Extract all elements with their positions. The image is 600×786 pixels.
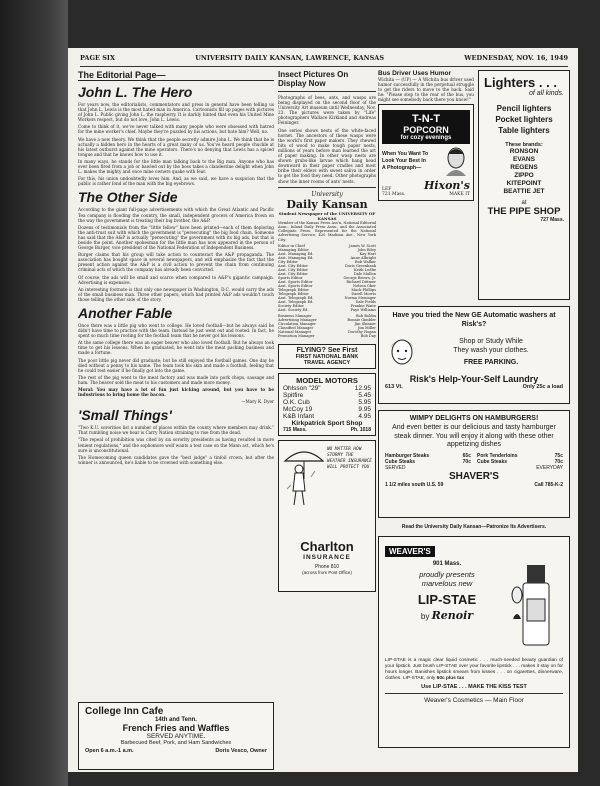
masthead-info: Member of the Kansas Press Ass'n, National Editorial Assn., Inland Daily Press Assn., and the Associated Collegiate Press. Represented for the National Advertising Service, 420 Madison Ave., New York City. bbox=[278, 220, 376, 242]
free-parking: FREE PARKING. bbox=[463, 359, 519, 366]
staff-row-label: Asst. Managing Ed. bbox=[278, 252, 314, 257]
menu-row-label: Pork Tenderloins bbox=[477, 452, 518, 459]
motor-row bbox=[283, 406, 371, 413]
staff-row-label: Circulation Manager bbox=[278, 322, 316, 327]
menu-row-label: Hamburger Steaks bbox=[385, 452, 430, 459]
paragraph: The rest of the pig went to the meat factory and was made into pork chops, sausage and ham. The beaver sold the meat to his customers and made more money. bbox=[78, 374, 274, 385]
staff-row-label: Advertising Manager bbox=[278, 318, 317, 323]
paper-name: UNIVERSITY DAILY KANSAN, LAWRENCE, KANSAS bbox=[195, 54, 385, 62]
photo-line-1: When You Want To bbox=[382, 150, 429, 157]
portrait-icon bbox=[442, 146, 470, 176]
staff-row-value: Faye Williams bbox=[350, 308, 376, 313]
paragraph: "The repeal of prohibition was cited by six sorority presidents as having resulted in more lenient regulations," and the sophomore wolf wants a test case on the Mann act, which he's sure is unconstitutional. bbox=[78, 437, 274, 453]
ad-items: Barbecued Beef, Pork, and Ham Sandwiches bbox=[120, 740, 232, 746]
motor-row-value: 5.95 bbox=[358, 399, 371, 407]
staff-row-value: Doris Greenbank bbox=[345, 264, 376, 269]
brand-name: REGENS bbox=[510, 164, 538, 171]
staff-row-label: Managing Editor bbox=[278, 248, 309, 253]
ad-sub: of all kinds. bbox=[528, 90, 564, 97]
staff-row-label: Telegraph Editor bbox=[278, 292, 309, 297]
ad-body: LIP-STAE is a magic clear liquid cosmetic . . . much-needed beauty guardian of your lipstick. Just brush LIP-STAE over your favorite lipstick . . . makes it stay on for hours longer. Banishes lipstick smears from kisses . . . on cigarettes, dinnerware, clothes. LIP-STAE, only 60c plus tax bbox=[385, 658, 563, 681]
brand-name: KITEPOINT bbox=[506, 180, 542, 187]
menu-row-label: Cube Steaks bbox=[385, 458, 416, 465]
menu-row-value: 70c bbox=[554, 458, 563, 465]
model-motors-ad bbox=[278, 373, 376, 436]
ad-question: Have you tried the New GE Automatic washers at Risk's? bbox=[392, 312, 556, 328]
popcorn-item: POPCORN bbox=[403, 125, 449, 136]
ad-phone: Call 785-K-2 bbox=[534, 481, 563, 488]
shop-name: THE PIPE SHOP bbox=[487, 206, 561, 217]
staff-row-label: Sports Editor bbox=[278, 276, 303, 281]
editorial-title-2: The Other Side bbox=[78, 189, 178, 206]
charlton-insurance-ad bbox=[278, 440, 376, 592]
paragraph: According to the giant full-page advertisements with which the Great Atlantic and Pacific Tea company is flooding the country, the small, independent grocers of America frown on the way the government is treating their big brother, the A&P. bbox=[78, 207, 274, 223]
staff-row-value: Kay Hart bbox=[359, 252, 376, 257]
ad-price: Only 25c a load bbox=[522, 384, 563, 390]
motor-row-value: 9.95 bbox=[358, 406, 371, 414]
ad-line-2: marvelous new bbox=[421, 579, 473, 588]
staff-row-value: Bonnie Gimbler bbox=[347, 318, 376, 323]
staff-row-label: Asst. Sports Editor bbox=[278, 284, 313, 289]
staff-row-value: Darell Morris bbox=[351, 292, 376, 297]
staff-row-label: Asst. City Editor bbox=[278, 268, 308, 273]
shop-address: 727 Mass. bbox=[540, 217, 564, 223]
ad-address: 901 Mass. bbox=[432, 561, 462, 567]
staff-row-value: Frankie Waite bbox=[350, 304, 376, 309]
newspaper-page bbox=[68, 48, 578, 772]
news-column-2 bbox=[278, 70, 376, 772]
motor-row-label: O.K. Cub bbox=[283, 399, 310, 407]
paragraph: Burger claims that his group will take action to counteract the A&P propaganda. The association has bought space in several newspapers, and will emphasize the fact that the present action against the A&P is a civil action to prevent the chain from continuing criminal acts of which the company has already been convicted. bbox=[78, 252, 274, 273]
staff-row-label: Business Manager bbox=[278, 314, 312, 319]
menu-right bbox=[477, 453, 563, 465]
staff-row-label: Society Editor bbox=[278, 304, 304, 309]
paragraph: Of course, the ads will be small and scarce when compared to A&P's gigantic campaign. Advertising is expensive. bbox=[78, 274, 274, 285]
staff-row-value: Dale Fields bbox=[355, 300, 376, 305]
weaver-logo: WEAVER'S bbox=[385, 546, 435, 557]
staff-row-value: Jim Skinner bbox=[354, 322, 376, 327]
motor-row-value: 5.45 bbox=[358, 392, 371, 400]
staff-row-label: Asst. City Editor bbox=[278, 272, 308, 277]
photo-line-3: A Photograph— bbox=[382, 164, 422, 171]
maker-logo: Renoir bbox=[431, 609, 474, 622]
staff-row-value: Bob Day bbox=[360, 334, 376, 339]
staff-row-label: Asst. Managing Ed. bbox=[278, 256, 314, 261]
masthead-sub: Student Newspaper of the UNIVERSITY OF KANSAS bbox=[278, 210, 376, 221]
motor-row-value: 4.95 bbox=[358, 413, 371, 421]
editorial-title-4: 'Small Things' bbox=[78, 407, 172, 424]
shop-phone: Ph. 1018 bbox=[350, 427, 371, 434]
lighter-types bbox=[484, 103, 564, 136]
ad-tagline: Use LIP-STAE . . . MAKE THE KISS TEST bbox=[421, 684, 527, 690]
staff-row-label: Asst. Sports Editor bbox=[278, 280, 313, 285]
motor-row-label: Ohlsson "29" bbox=[283, 385, 321, 393]
woman-face-icon bbox=[385, 332, 419, 372]
staff-row-value: Mack Phillips bbox=[351, 288, 376, 293]
ad-address: 14th and Tenn. bbox=[155, 717, 197, 723]
motor-row bbox=[283, 399, 371, 406]
issue-date: WEDNESDAY, NOV. 16, 1949 bbox=[464, 54, 568, 62]
ad-address: 613 Vt. bbox=[385, 384, 403, 390]
weavers-ad bbox=[378, 536, 570, 748]
staff-row-value: Anne Albright bbox=[350, 256, 376, 261]
shavers-ad bbox=[378, 410, 570, 518]
ad-sub: INSURANCE bbox=[303, 554, 351, 562]
paragraph: The Homecoming queen candidates gave the "best judge" a tinfoil crown, but after the winner is announced, he's liable to be crowned with something else. bbox=[78, 454, 274, 465]
brand-name: ZIPPO bbox=[514, 172, 534, 179]
ad-title: Lighters . . . bbox=[484, 75, 557, 90]
staff-row-label: City Editor bbox=[278, 260, 298, 265]
paragraph: Dozens of testimonials from the "little fellow" have been printed—each of them deploring the anti-trust suit with which the government is "persecuting" the big food chain. Someone has said that the A&P is actually "persecuting" the government with its big ads, but that is beside the point. Another spokesman for the little man has now appeared in the person of George Burger, vice president of the National Federation of Independent Business. bbox=[78, 224, 274, 251]
paragraph: For this, his union undoubtedly loves him. And, as we said, we have a suspicion that the public is rather fond of the man with the big eyebrows. bbox=[78, 176, 274, 187]
pipe-shop-column bbox=[478, 70, 570, 300]
ad-line-1: proudly presents bbox=[419, 570, 475, 579]
lighter-type: Pocket lighters bbox=[495, 115, 553, 124]
staff-row-label: Asst. Telegraph Ed. bbox=[278, 300, 314, 305]
ad-line-2: They wash your clothes. bbox=[453, 347, 529, 354]
ad-address: 721 Mass. bbox=[382, 192, 406, 198]
flying-bank: FIRST NATIONAL BANK bbox=[295, 354, 359, 361]
paragraph: At the same college there was an eager beaver who also loved football. But he always took time to get his lessons. When he graduated, he went into the meat packing business and made a fortune. bbox=[78, 340, 274, 356]
motor-row bbox=[283, 385, 371, 392]
ad-lef: LEF bbox=[382, 187, 392, 193]
staff-row-label: Promotion Manager bbox=[278, 334, 315, 339]
pipe-shop-ad bbox=[478, 70, 570, 300]
read-kansan-banner: Read the University Daily Kansan—Patronize Its Advertisers. bbox=[401, 524, 547, 530]
ad-make: MAKE IT bbox=[449, 192, 470, 198]
scan-background bbox=[0, 0, 68, 786]
staff-row-value: Bob Walker bbox=[355, 260, 376, 265]
staff-row-value: Bob Boldin bbox=[356, 314, 376, 319]
ad-phone: Phone 810 bbox=[314, 564, 340, 571]
motor-row-label: K&B Infant bbox=[283, 413, 315, 421]
staff-row bbox=[278, 334, 376, 338]
popcorn-photo-ad bbox=[378, 104, 474, 201]
bus-headline: Bus Driver Uses Humor bbox=[378, 70, 451, 77]
staff-row-label: Asst. City Editor bbox=[278, 264, 308, 269]
flying-question: FLYING? See First bbox=[296, 347, 358, 355]
staff-row-value: John Riley bbox=[357, 248, 376, 253]
flying-ad bbox=[278, 344, 376, 369]
menu-everyday: EVERYDAY bbox=[536, 464, 563, 471]
college-inn-ad bbox=[78, 702, 274, 770]
staff-row-value: Norma Moninger bbox=[344, 296, 376, 301]
page-header bbox=[80, 54, 568, 67]
paragraph: For years now, the editorialists, commentators and press in general have been telling us that John L. Lewis is the most hated man in America. Cartoonists fill up pages with pictures of John L. Public giving John L. the raspberry. It is darkly hinted that even his United Mine Workers respect, but do not love, John L. Lewis. bbox=[78, 102, 274, 123]
paragraph: Wichita — (UP) — A Wichita bus driver used humor successfully in the perpetual struggle to get the riders to move to the back. Said he: "Please step to the rear of the bus, you might see somebody back there you know!" bbox=[378, 77, 474, 103]
moral: Moral: You may have a lot of fun just kicking around, but you have to be industrious to bring home the bacon. bbox=[78, 387, 274, 398]
menu-left bbox=[385, 453, 471, 465]
paragraph: In many ways, he stands for the little man talking back to the Big man. Anyone who has ever been fired from a job or bawled out by the boss takes a clandestine delight when John L. makes the mighty and once mine owners quake with fear. bbox=[78, 158, 274, 175]
editorial-title-3: Another Fable bbox=[78, 305, 173, 321]
brand-name: RONSON bbox=[509, 148, 539, 155]
ad-hours: Open 6 a.m.-1 a.m. bbox=[85, 748, 134, 754]
staff-row-label: Editor in Chief bbox=[278, 244, 305, 249]
menu-row-value: 75c bbox=[554, 452, 563, 459]
product-name: LIP-STAE bbox=[417, 592, 477, 607]
business-staff-list bbox=[278, 314, 376, 338]
staff-row-label: National Manager bbox=[278, 330, 312, 335]
editorial-title-1: John L. The Hero bbox=[78, 84, 193, 100]
flying-agency: TRAVEL AGENCY bbox=[303, 360, 351, 367]
masthead-title: Daily Kansan bbox=[286, 197, 368, 211]
brand-name: BEATTIE JET bbox=[503, 188, 545, 195]
editorial-heading: The Editorial Page— bbox=[78, 70, 274, 81]
speech-bubble: NO MATTER HOW STORMY THE WEATHER INSURANCE WILL PROTECT YOU bbox=[327, 447, 372, 471]
ad-title: WIMPY DELIGHTS ON HAMBURGERS! bbox=[409, 415, 539, 422]
ad-title: Charlton bbox=[300, 539, 354, 555]
staff-row-value: George Brown, Jr. bbox=[343, 276, 376, 281]
ad-address: 1 1/2 miles south U.S. 59 bbox=[385, 481, 444, 488]
staff-row-label: Classified Manager bbox=[278, 326, 314, 331]
motor-row bbox=[283, 392, 371, 399]
staff-row-value: Jim Miller bbox=[357, 326, 376, 331]
staff-row-value: Richard Dittmer bbox=[346, 280, 376, 285]
staff-row-label: Asst. Telegraph Ed. bbox=[278, 296, 314, 301]
hixon-logo: Hixon's bbox=[423, 179, 470, 193]
insect-headline: Insect Pictures On Display Now bbox=[278, 70, 349, 88]
motor-row-label: Spitfire bbox=[283, 392, 304, 400]
ad-footer: Weaver's Cosmetics — Main Floor bbox=[424, 697, 524, 704]
lighter-type: Table lighters bbox=[498, 126, 550, 135]
ad-title: College Inn Cafe bbox=[85, 706, 164, 717]
shop-address: 715 Mass. bbox=[283, 427, 307, 434]
ad-by: by bbox=[420, 612, 430, 621]
menu-row-label: Cube Steaks bbox=[477, 458, 508, 465]
masthead-university: University bbox=[311, 190, 343, 198]
staff-row-value: Nelson Ober bbox=[353, 284, 376, 289]
umbrella-girl-icon bbox=[281, 445, 327, 515]
paragraph: One series shows nests of the white-faced hornet. The ancestors of these wasps were the world's first paper makers. They chewed bits of wood to make tough paper nests, millions of years before man learned the art of paper making. In other wasp nests are shown grubs-like larvae which hang head downward in their paper cradles and most bribe their elders with sweet saliva in order to get the food they need. Other photographs show the inner rooms of ants' nests. bbox=[278, 127, 376, 184]
ad-headline: French Fries and Waffles bbox=[122, 723, 230, 733]
ad-body: And even better is our delicious and tasty hamburger steak dinner. You will enjoy it along with these other appetizing dishes bbox=[392, 424, 556, 448]
brand-name: EVANS bbox=[513, 156, 535, 163]
ad-line-1: Shop or Study While bbox=[459, 338, 523, 345]
staff-row-value: Keith Ledlie bbox=[353, 268, 376, 273]
laundry-ad bbox=[378, 306, 570, 404]
paragraph: "Two K.U. sororities list a number of places within the county where members may drink." That rumbling noise we hear is Carry Nation straining to rise from the dead. bbox=[78, 425, 274, 436]
editorial-column bbox=[78, 70, 274, 754]
shaver-name: SHAVER'S bbox=[449, 470, 499, 482]
motor-row-label: McCoy 19 bbox=[283, 406, 313, 414]
motor-row-value: 12.95 bbox=[354, 385, 371, 393]
menu-row-value: 70c bbox=[462, 458, 471, 465]
paragraph: An interesting footnote is that only one newspaper in Washington, D.C. would carry the ads of the small business man. Three other papers, which had printed A&P ads wouldn't touch those telling the other side of the story. bbox=[78, 286, 274, 302]
photo-line-2: Look Your Best In bbox=[382, 157, 426, 164]
popcorn-banner bbox=[382, 110, 470, 144]
brands-label: These brands: bbox=[505, 142, 543, 148]
lipstick-bottle-icon bbox=[509, 559, 563, 655]
laundry-name: Risk's Help-Your-Self Laundry bbox=[409, 374, 539, 384]
staff-row-value: James W. Scott bbox=[349, 244, 376, 249]
popcorn-brand: T-N-T bbox=[411, 113, 441, 126]
popcorn-tag: for cozy evenings bbox=[400, 135, 452, 142]
ad-at: at bbox=[521, 200, 527, 206]
staff-row-value: Dorothy Hogan bbox=[348, 330, 376, 335]
paragraph: Once there was a little pig who went to college. He loved football—but he always said he didn't have time to practice with the team. Instead he just went out and rooted. In fact, he spent so much time rooting for the football team that he never got his lessons. bbox=[78, 323, 274, 339]
motor-price-list bbox=[283, 385, 371, 420]
lighter-type: Pencil lighters bbox=[496, 104, 552, 113]
brand-list bbox=[484, 148, 564, 196]
ad-address: (across from Post Office) bbox=[302, 570, 352, 576]
author-signature: —Mary K. Dyer bbox=[241, 399, 274, 405]
paragraph: Come to think of it, we've never talked with many people who were obsessed with hatred for the mine worker's chief. Maybe they're puzzled by his actions, but hate him? Well, no. bbox=[78, 124, 274, 135]
paragraph: Photographs of bees, ants, and wasps are being displayed on the second floor of the University Art museum until Wednesday, Nov. 23. The pictures were taken by "Life" photographers Wallace Kirkland and Andreas Feininger. bbox=[278, 95, 376, 126]
paragraph: We have a new theory. We think that the people secretly admire John L. We think that he is actually a hidden hero in the hearts of a great many of us. You've heard people chuckle at his latest outburst against the mine operators. There's no denying that Lewis has a spiced tongue and that he knows how to use it. bbox=[78, 136, 274, 157]
ad-title: MODEL MOTORS bbox=[296, 376, 358, 386]
menu-row-value: 65c bbox=[462, 452, 471, 459]
ad-sub: SERVED ANYTIME. bbox=[146, 733, 206, 740]
page-number: PAGE SIX bbox=[80, 54, 116, 62]
paragraph: The poor little pig never did graduate; but he still enjoyed the football games. One day he died without a penny to his name. The team took his skin and made a football, feeling that he could rest easier if he finally got into the game. bbox=[78, 357, 274, 373]
staff-row-label: Telegraph Editor bbox=[278, 288, 309, 293]
staff-row-label: Asst. Society Ed. bbox=[278, 308, 309, 313]
staff-list bbox=[278, 244, 376, 312]
ad-owner: Doris Vesco, Owner bbox=[215, 748, 267, 754]
motor-row bbox=[283, 413, 371, 420]
news-column-3 bbox=[378, 70, 474, 310]
staff-row-value: Dale Mullen bbox=[353, 272, 376, 277]
shop-name: Kirkpatrick Sport Shop bbox=[291, 420, 363, 428]
menu-served: SERVED bbox=[385, 464, 406, 471]
